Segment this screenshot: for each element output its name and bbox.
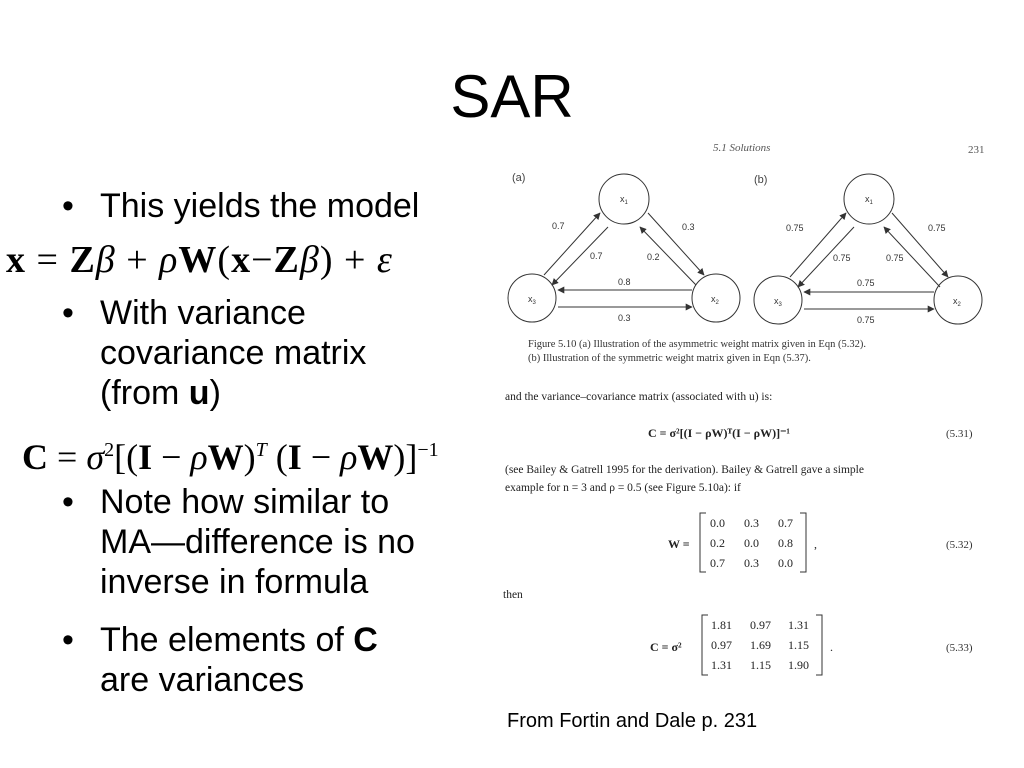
bullet-text-line: With variance (100, 294, 306, 332)
weight-label: 0.75 (928, 223, 946, 233)
weight-label: 0.7 (590, 251, 603, 261)
weight-label: 0.75 (886, 253, 904, 263)
weight-label: 0.8 (618, 277, 631, 287)
svg-text:1.15: 1.15 (750, 658, 771, 672)
node-x2-a (692, 274, 740, 322)
svg-text:0.3: 0.3 (744, 556, 759, 570)
weight-label: 0.75 (833, 253, 851, 263)
book-text-line: example for n = 3 and ρ = 0.5 (see Figure 5.10a): if (505, 482, 741, 494)
page-number: 231 (968, 144, 985, 156)
C-label: C = σ² (650, 640, 682, 654)
svg-text:0.3: 0.3 (744, 516, 759, 530)
bullet-text-line: inverse in formula (100, 563, 369, 601)
W-label: W = (668, 537, 690, 551)
svg-text:0.0: 0.0 (778, 556, 793, 570)
bullet-dot: • (62, 187, 74, 225)
svg-text:0.0: 0.0 (710, 516, 725, 530)
figure-caption-line: Figure 5.10 (a) Illustration of the asymmetric weight matrix given in Eqn (5.32). (528, 339, 866, 350)
svg-text:x1: $x_1$ (865, 194, 873, 206)
svg-text:x3: $x_3$ (528, 294, 536, 306)
weight-label: 0.7 (552, 221, 565, 231)
equation-number: (5.33) (946, 642, 973, 654)
slide-title: SAR (450, 63, 574, 130)
svg-text:0.97: 0.97 (711, 638, 732, 652)
svg-text:0.7: 0.7 (778, 516, 793, 530)
svg-text:0.0: 0.0 (744, 536, 759, 550)
svg-text:0.7: 0.7 (710, 556, 725, 570)
bullet-text-line: MA—difference is no (100, 523, 415, 561)
book-text-line: then (503, 589, 523, 601)
bullet-text-line: The elements of C (100, 621, 378, 659)
book-page-scan (500, 135, 995, 695)
panel-b-label: (b) (754, 174, 768, 186)
bullet-text-line: are variances (100, 661, 305, 699)
book-text-line: and the variance–covariance matrix (associated with u) is: (505, 391, 773, 403)
node-x2-b (934, 276, 982, 324)
bullet-text: This yields the model (100, 187, 420, 225)
bullet-text-line: covariance matrix (100, 334, 367, 372)
W-matrix (710, 516, 793, 570)
equation-5-31: C = σ²[(I − ρW)ᵀ(I − ρW)]⁻¹ (648, 426, 791, 440)
svg-text:0.2: 0.2 (710, 536, 725, 550)
model-equation: x = Zβ + ρW(x−Zβ) + ε (6, 239, 393, 281)
bullet-dot: • (62, 621, 74, 659)
C-matrix (711, 618, 809, 672)
svg-text:1.31: 1.31 (788, 618, 809, 632)
weight-label: 0.75 (857, 278, 875, 288)
svg-text:.: . (830, 640, 833, 654)
bullet-dot: • (62, 483, 74, 521)
svg-text:1.81: 1.81 (711, 618, 732, 632)
bullet-text-line: (from u) (100, 374, 221, 412)
bullet-dot: • (62, 294, 74, 332)
panel-a-label: (a) (512, 172, 526, 184)
svg-text:1.90: 1.90 (788, 658, 809, 672)
svg-text:1.69: 1.69 (750, 638, 771, 652)
bullet-text-line: Note how similar to (100, 483, 390, 521)
weight-label: 0.3 (618, 313, 631, 323)
svg-text:x2: $x_2$ (711, 294, 719, 306)
equation-number: (5.31) (946, 428, 973, 440)
source-caption: From Fortin and Dale p. 231 (507, 710, 758, 732)
svg-text:x3: $x_3$ (774, 296, 782, 308)
weight-label: 0.3 (682, 222, 695, 232)
svg-text:1.15: 1.15 (788, 638, 809, 652)
svg-text:0.97: 0.97 (750, 618, 771, 632)
weight-label: 0.2 (647, 252, 660, 262)
svg-text:,: , (814, 537, 817, 551)
equation-number: (5.32) (946, 539, 973, 551)
book-text-line: (see Bailey & Gatrell 1995 for the derivation). Bailey & Gatrell gave a simple (505, 464, 864, 476)
svg-text:x2: $x_2$ (953, 296, 961, 308)
covariance-equation: $C = \sigma^2[(I - \rho W)^T$ (I − ρW)]$^{-1}$ (22, 437, 439, 477)
weight-label: 0.75 (786, 223, 804, 233)
svg-text:1.31: 1.31 (711, 658, 732, 672)
page-header-section: 5.1 Solutions (713, 142, 771, 154)
svg-text:0.8: 0.8 (778, 536, 793, 550)
figure-caption-line: (b) Illustration of the symmetric weight matrix given in Eqn (5.37). (528, 353, 811, 364)
weight-label: 0.75 (857, 315, 875, 325)
svg-text:x1: $x_1$ (620, 194, 628, 206)
